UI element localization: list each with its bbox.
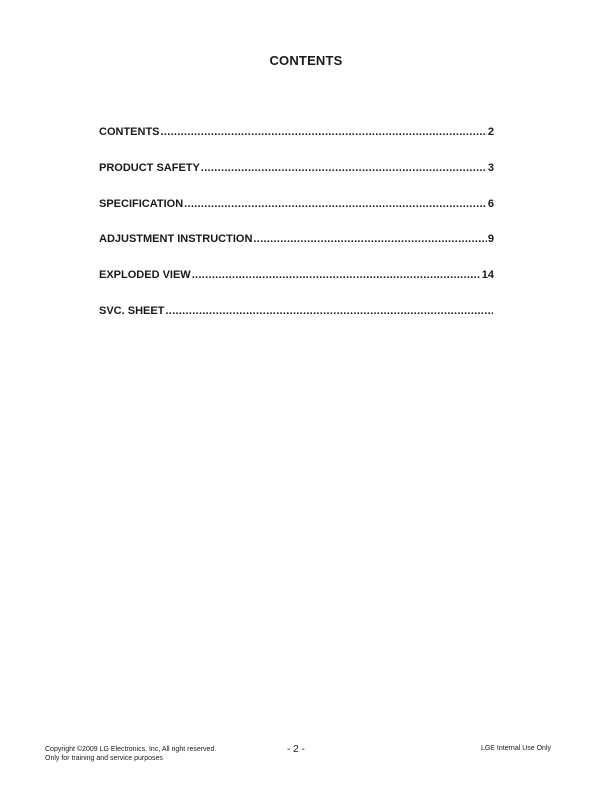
toc-entry[interactable] [99, 162, 494, 174]
toc-entry-page: 9 [487, 233, 494, 246]
toc-entry-label: SVC. SHEET [99, 304, 165, 317]
toc-entry-label: CONTENTS [99, 126, 160, 138]
table-of-contents [99, 126, 494, 341]
toc-dot-leader [192, 269, 481, 281]
toc-dot-leader [161, 126, 487, 138]
toc-entry-label: PRODUCT SAFETY [99, 161, 200, 174]
toc-entry-label: SPECIFICATION [99, 197, 184, 210]
toc-entry[interactable] [99, 233, 494, 245]
toc-entry[interactable] [99, 305, 494, 317]
toc-entry[interactable] [99, 198, 494, 210]
toc-entry-page: 3 [487, 161, 494, 174]
footer-internal-notice: LGE Internal Use Only [480, 745, 551, 752]
toc-entry-page: 6 [487, 197, 494, 210]
footer-purpose: Only for training and service purposes [45, 755, 163, 762]
footer-copyright-block [45, 745, 216, 763]
page-title: CONTENTS [269, 53, 343, 68]
toc-dot-leader [201, 162, 487, 174]
footer-copyright: Copyright ©2009 LG Electronics. Inc, All right reserved. [45, 746, 217, 753]
toc-dot-leader [165, 305, 493, 317]
toc-dot-leader [184, 198, 487, 210]
toc-entry[interactable] [99, 269, 494, 281]
footer-page-number: - 2 - [287, 744, 305, 755]
toc-entry-page: 14 [481, 269, 494, 282]
toc-entry-label: ADJUSTMENT INSTRUCTION [99, 233, 253, 246]
toc-entry-page: 2 [487, 126, 494, 138]
toc-entry[interactable] [99, 126, 494, 138]
toc-entry-label: EXPLODED VIEW [99, 269, 191, 282]
toc-dot-leader [253, 233, 486, 245]
